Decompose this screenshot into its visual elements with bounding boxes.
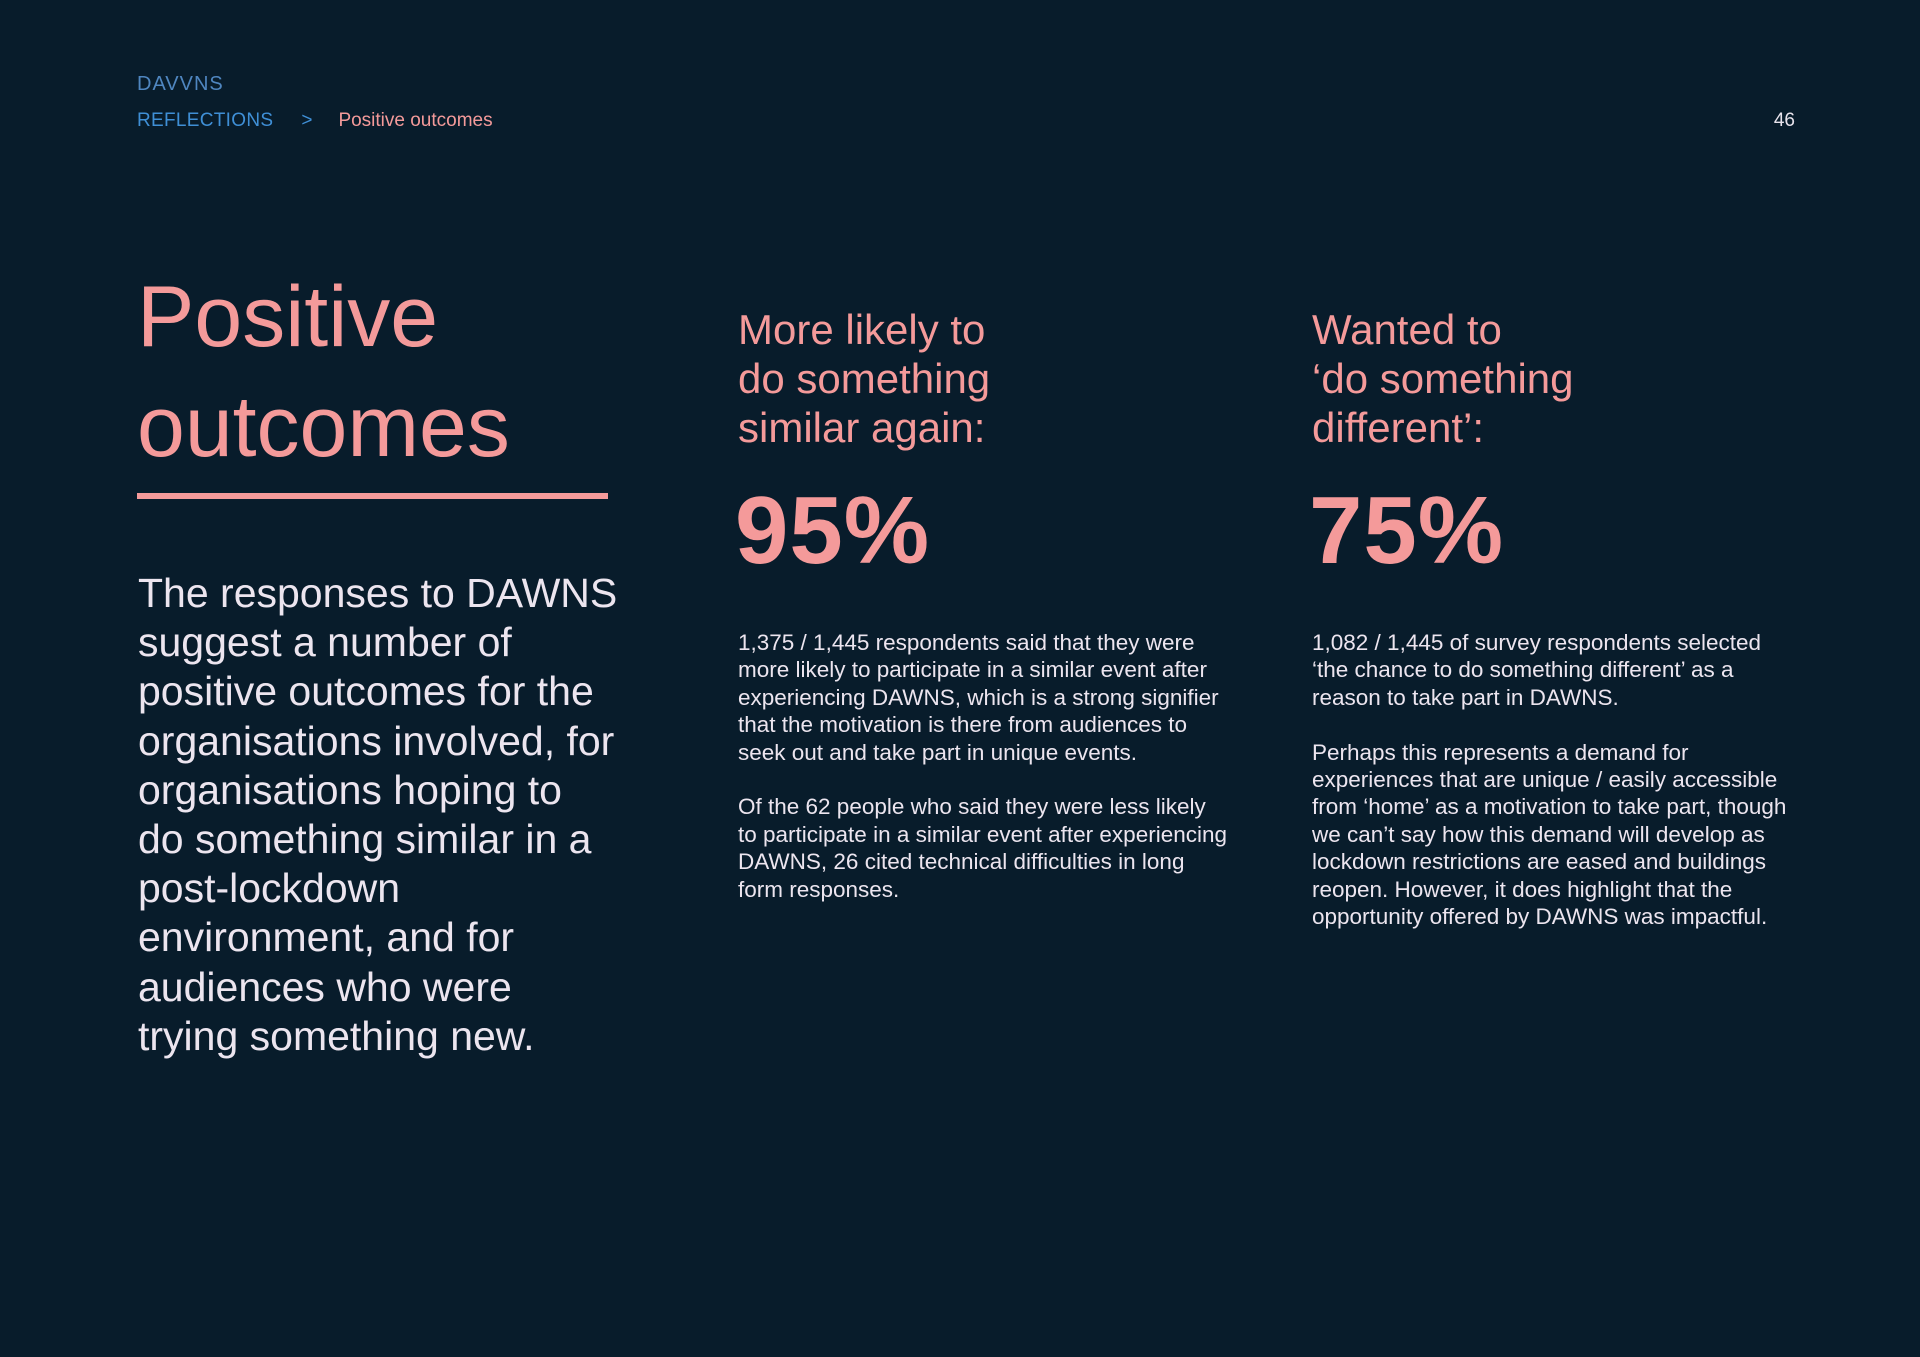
breadcrumb-separator: >	[301, 110, 313, 131]
dawns-logo: DAVVNS	[137, 73, 224, 95]
stat-heading-line: do something	[738, 355, 991, 402]
stat-paragraph: 1,375 / 1,445 respondents said that they were more likely to participate in a similar event after experiencing DAWNS, which is a strong signifier that the motivation is there from audiences to seek out and take part in unique events.	[738, 630, 1219, 765]
stat-percentage: 75%	[1309, 477, 1505, 584]
page-title-line-1: Positive	[137, 269, 439, 365]
stat-heading-line: More likely to	[738, 306, 986, 353]
title-underline-divider	[137, 493, 608, 499]
breadcrumb-current: Positive outcomes	[338, 110, 493, 131]
stat-heading	[1312, 305, 1802, 452]
stat-column-something-different	[1309, 305, 1802, 930]
stat-heading-line: different’:	[1312, 404, 1484, 451]
page-title	[137, 262, 510, 482]
stat-heading	[738, 305, 1228, 452]
page-number: 46	[1773, 110, 1795, 131]
stat-paragraph: Of the 62 people who said they were less likely to participate in a similar event after experiencing DAWNS, 26 cited technical difficulties in long form responses.	[738, 794, 1228, 902]
stat-percentage: 95%	[735, 477, 931, 584]
stat-paragraph: Perhaps this represents a demand for experiences that are unique / easily accessible from ‘home’ as a motivation to take part, though we can’t say how this demand will develop as lockdown restrictions are eased and buildings reopen. However, it does highlight that the opportunity offered by DAWNS was impactful.	[1312, 739, 1787, 930]
stat-paragraph: 1,082 / 1,445 of survey respondents selected ‘the chance to do something different’ as a reason to take part in DAWNS.	[1312, 630, 1762, 710]
stat-heading-line: Wanted to	[1312, 306, 1502, 353]
stat-heading-line: similar again:	[738, 404, 986, 451]
intro-paragraph: The responses to DAWNS suggest a number of positive outcomes for the organisations involved, for organisations hoping to do something similar in a post-lockdown environment, and for audiences who were trying something new.	[138, 570, 618, 1059]
stat-description	[738, 629, 1228, 930]
breadcrumb	[137, 110, 493, 132]
page-title-line-2: outcomes	[137, 379, 510, 475]
stat-description	[1312, 629, 1802, 958]
stat-column-similar-again	[735, 305, 1228, 902]
stat-heading-line: ‘do something	[1312, 355, 1574, 402]
breadcrumb-parent-link[interactable]: REFLECTIONS	[137, 110, 274, 131]
